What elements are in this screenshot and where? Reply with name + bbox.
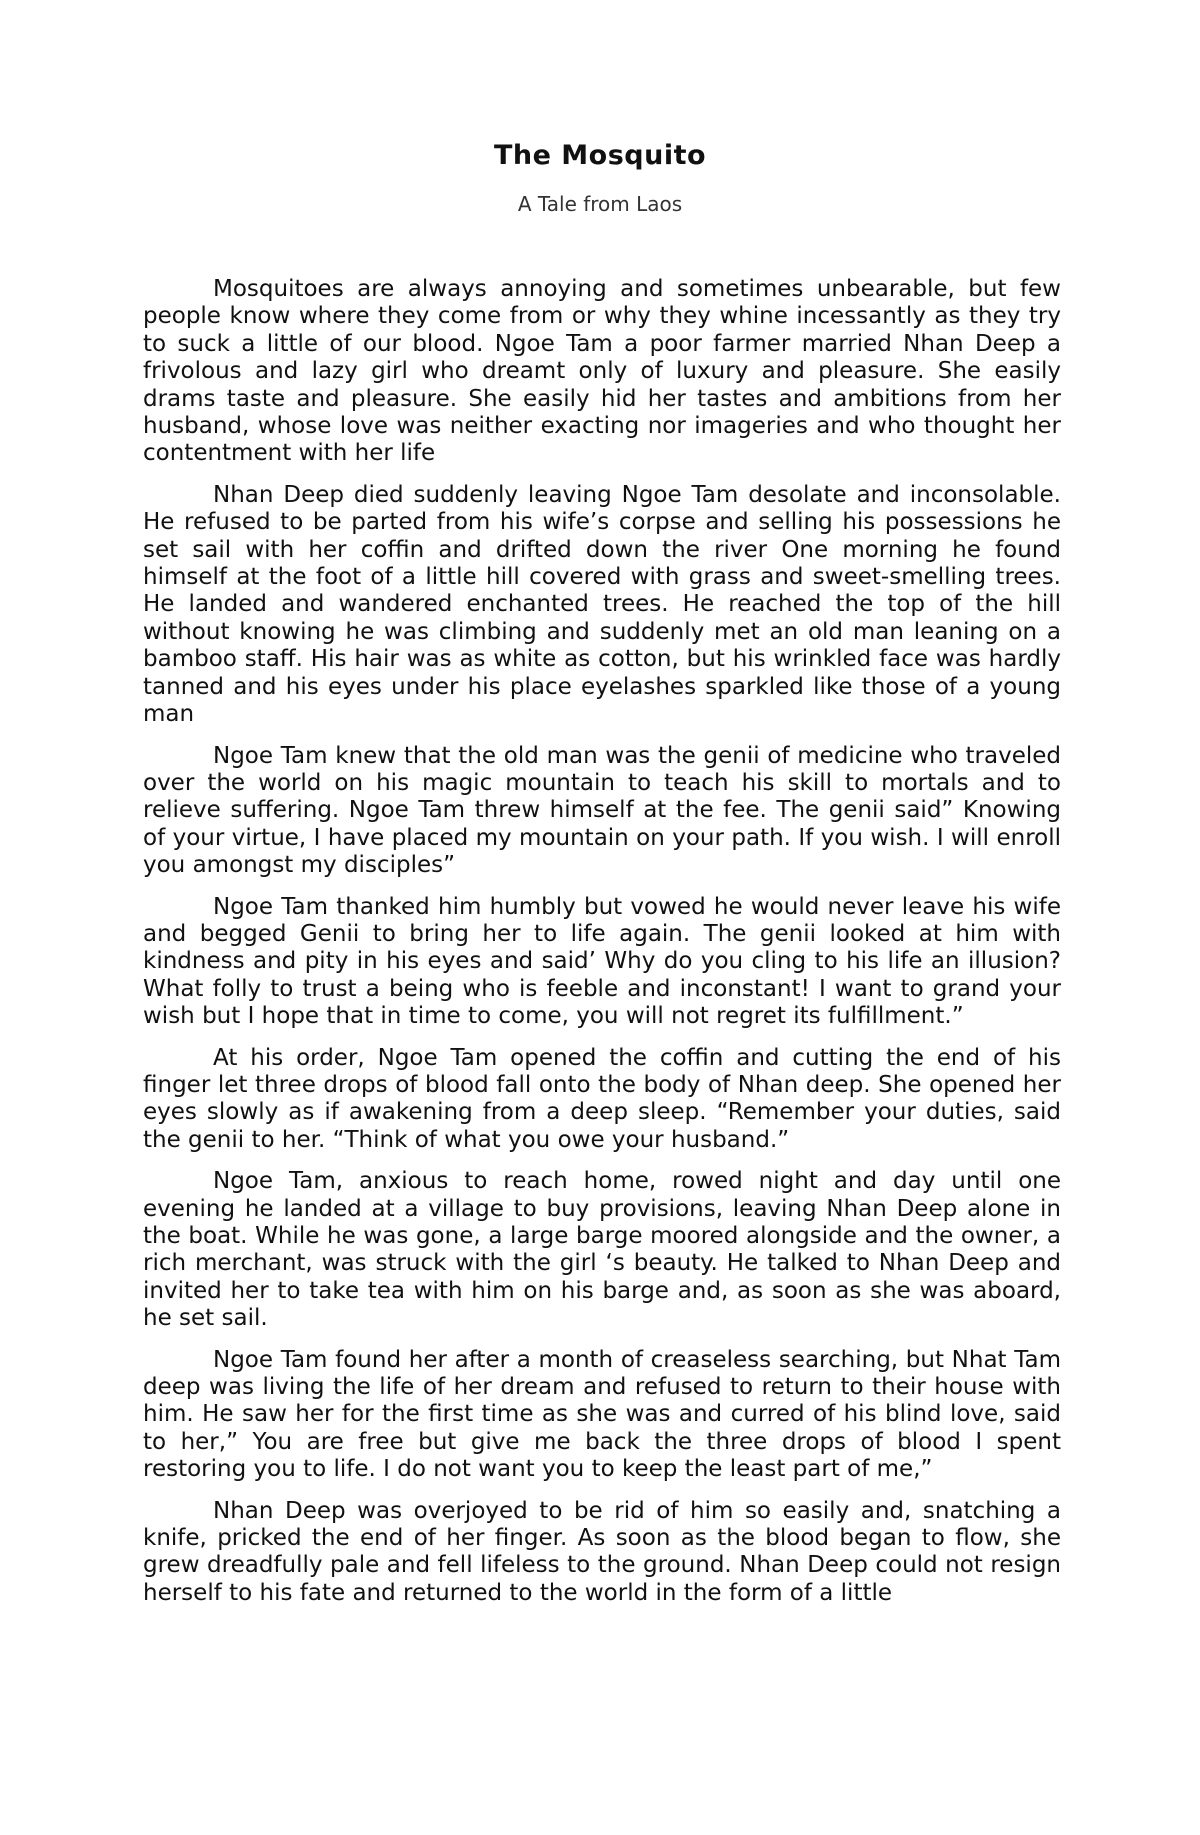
paragraph: Ngoe Tam, anxious to reach home, rowed night and day until one evening he landed at a village to buy provisions, leaving Nhan Deep alone in the boat. While he was gone, a large barge moored alongside and the owner, a rich merchant, was struck with the girl ‘s beauty. He talked to Nhan Deep and invited her to take tea with him on his barge and, as soon as she was aboard, he set sail. — [143, 1168, 1061, 1332]
paragraph: Mosquitoes are always annoying and sometimes unbearable, but few people know where they come from or why they whine incessantly as they try to suck a little of our blood. Ngoe Tam a poor farmer married Nhan Deep a frivolous and lazy girl who dreamt only of luxury and pleasure. She easily drams taste and pleasure. She easily hid her tastes and ambitions from her husband, whose love was neither exacting nor imageries and who thought her contentment with her life — [143, 276, 1061, 467]
paragraph: Nhan Deep was overjoyed to be rid of him so easily and, snatching a knife, pricked the end of her finger. As soon as the blood began to flow, she grew dreadfully pale and fell lifeless to the ground. Nhan Deep could not resign herself to his fate and returned to the world in the form of a little — [143, 1497, 1061, 1606]
paragraph: Ngoe Tam found her after a month of creaseless searching, but Nhat Tam deep was living the life of her dream and refused to return to their house with him. He saw her for the first time as she was and curred of his blind love, said to her,” You are free but give me back the three drops of blood I spent restoring you to life. I do not want you to keep the least part of me,” — [143, 1346, 1061, 1483]
paragraph: At his order, Ngoe Tam opened the coffin and cutting the end of his finger let three drops of blood fall onto the body of Nhan deep. She opened her eyes slowly as if awakening from a deep sleep. “Remember your duties, said the genii to her. “Think of what you owe your husband.” — [143, 1044, 1061, 1153]
paragraph: Ngoe Tam thanked him humbly but vowed he would never leave his wife and begged Genii to bring her to life again. The genii looked at him with kindness and pity in his eyes and said’ Why do you cling to his life an illusion? What folly to trust a being who is feeble and inconstant! I want to grand your wish but I hope that in time to come, you will not regret its fulfillment.” — [143, 893, 1061, 1030]
paragraph: Ngoe Tam knew that the old man was the genii of medicine who traveled over the world on his magic mountain to teach his skill to mortals and to relieve suffering. Ngoe Tam threw himself at the fee. The genii said” Knowing of your virtue, I have placed my mountain on your path. If you wish. I will enroll you amongst my disciples” — [143, 742, 1061, 879]
paragraph: Nhan Deep died suddenly leaving Ngoe Tam desolate and inconsolable. He refused to be parted from his wife’s corpse and selling his possessions he set sail with her coffin and drifted down the river One morning he found himself at the foot of a little hill covered with grass and sweet-smelling trees. He landed and wandered enchanted trees. He reached the top of the hill without knowing he was climbing and suddenly met an old man leaning on a bamboo staff. His hair was as white as cotton, but his wrinkled face was hardly tanned and his eyes under his place eyelashes sparkled like those of a young man — [143, 481, 1061, 728]
document-body — [143, 276, 1061, 1621]
document-subtitle: A Tale from Laos — [517, 192, 683, 216]
document-title: The Mosquito — [493, 140, 707, 171]
